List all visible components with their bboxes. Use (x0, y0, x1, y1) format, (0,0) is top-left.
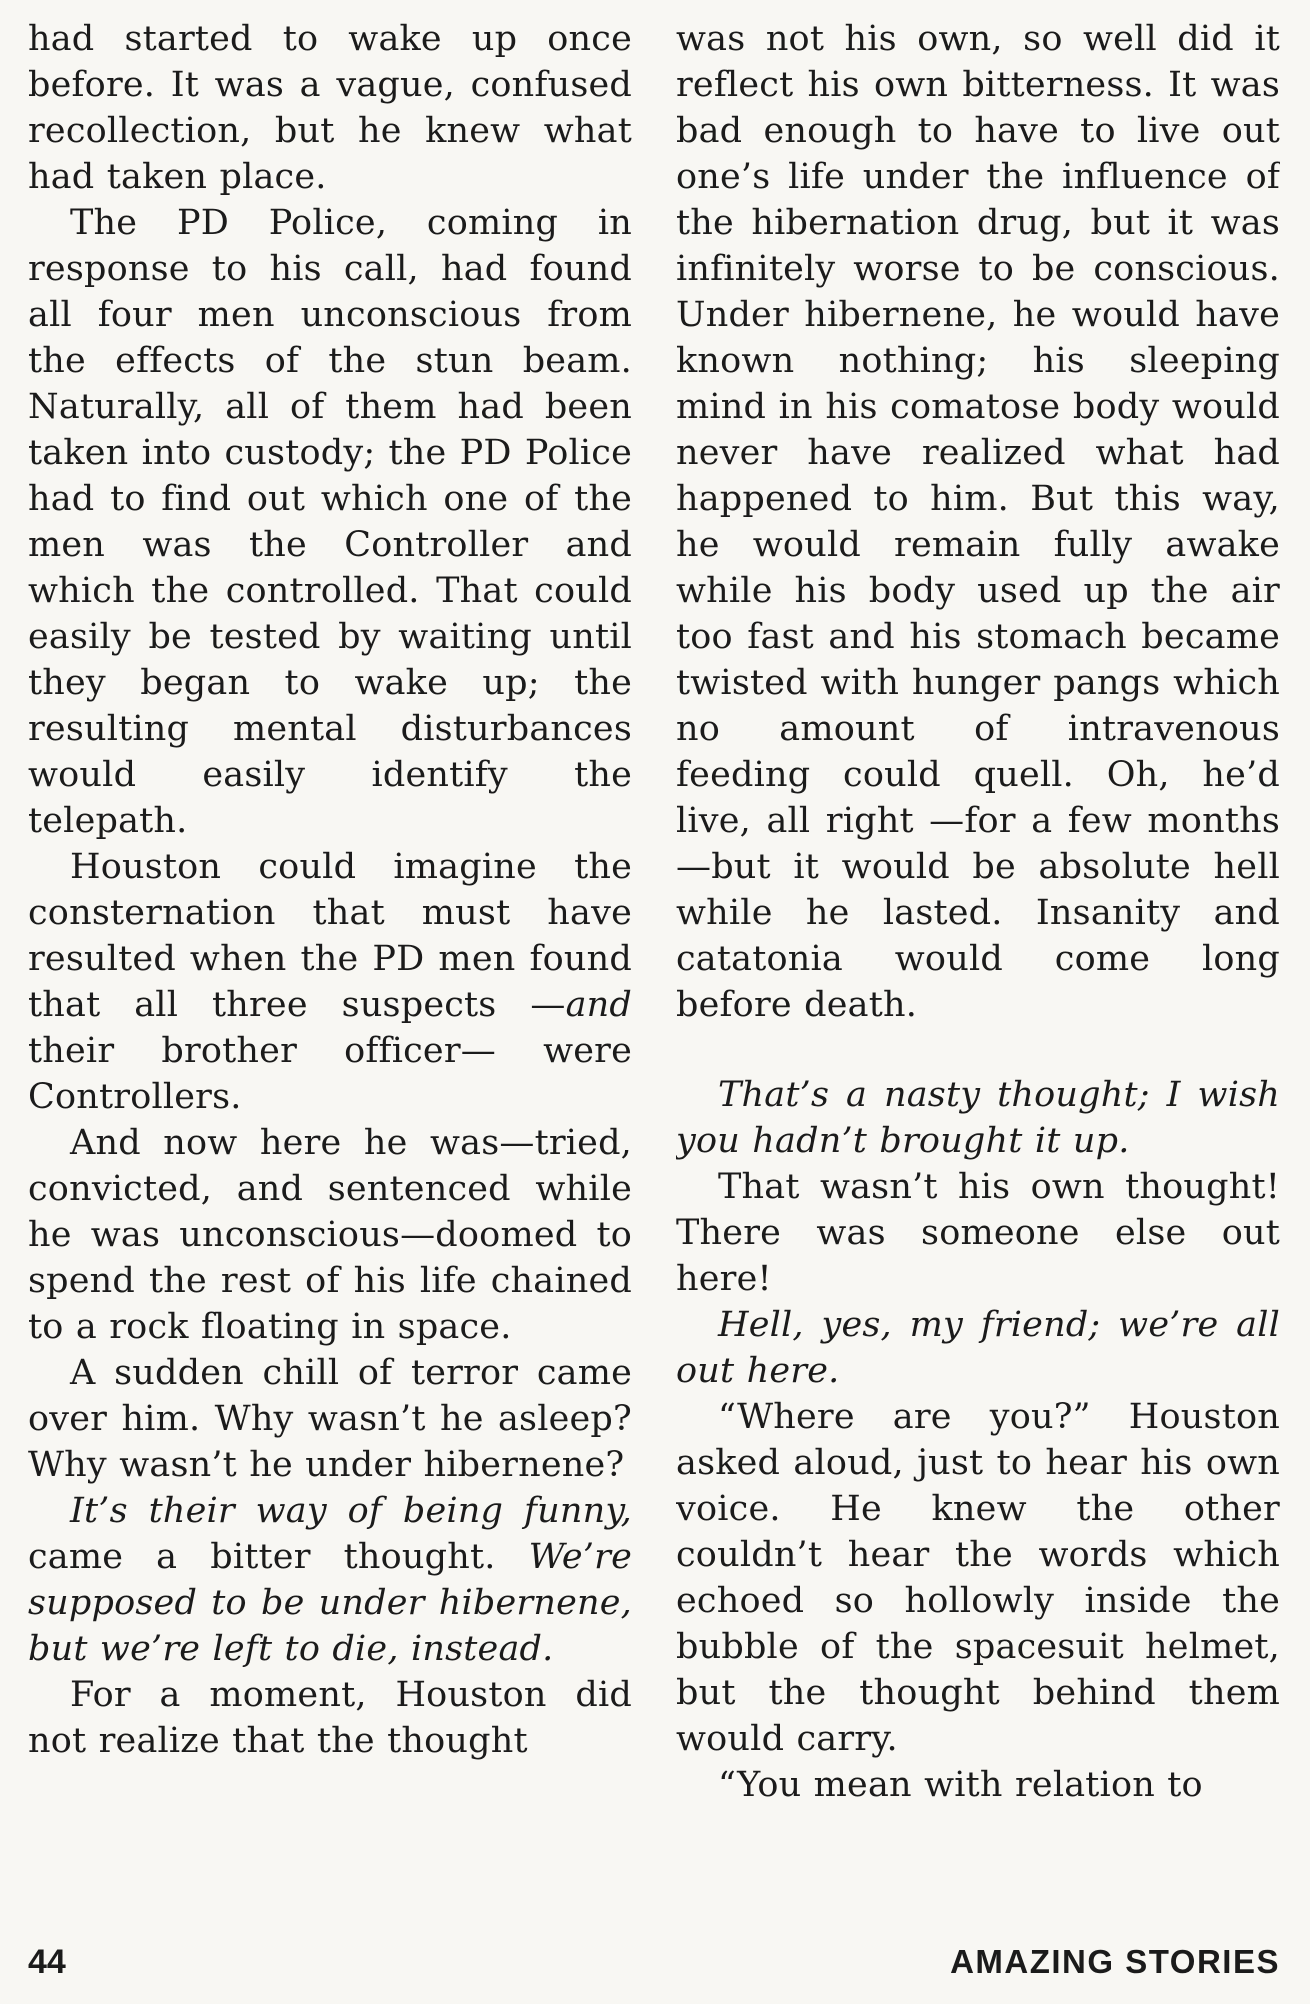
paragraph (676, 1302, 1280, 1394)
italic-text-run: It’s their way of being funny, (70, 1491, 632, 1531)
text-run: And now here he was—tried, convicted, and sentenced while he was unconscious—doomed to spend the rest of his life chained to a rock floating in space. (28, 1123, 632, 1347)
column-left (28, 16, 632, 1933)
text-columns (28, 16, 1280, 1933)
page-number: 44 (28, 1943, 66, 1981)
text-run: “Where are you?” Houston asked aloud, just to hear his own voice. He knew the other couldn’t hear the words which echoed so hollowly inside the bubble of the spacesuit helmet, but the thought behind them would carry. (676, 1397, 1280, 1759)
paragraph (28, 1350, 632, 1488)
paragraph (28, 1488, 632, 1672)
italic-text-run: Hell, yes, my friend; we’re all out here. (676, 1305, 1280, 1391)
magazine-title: AMAZING STORIES (950, 1943, 1280, 1980)
text-run: Houston could imagine the consternation that must have resulted when the PD men found that all three suspects — (28, 847, 632, 1025)
paragraph (28, 16, 632, 200)
paragraph (28, 200, 632, 844)
text-run: For a moment, Houston did not realize that the thought (28, 1675, 632, 1761)
text-run: their brother officer— were Controllers. (28, 1031, 632, 1117)
text-run: A sudden chill of terror came over him. Why wasn’t he asleep? Why wasn’t he under hibernene? (28, 1353, 632, 1485)
text-run: had started to wake up once before. It was a vague, confused recollection, but he knew what had taken place. (28, 19, 632, 197)
paragraph (676, 1394, 1280, 1762)
column-right (676, 16, 1280, 1933)
page-footer (28, 1933, 1280, 1982)
text-run: came a bitter thought. (28, 1537, 529, 1577)
italic-text-run: We’re supposed to be under hibernene, but we’re left to die, instead. (28, 1537, 632, 1669)
text-run: That wasn’t his own thought! There was someone else out here! (676, 1167, 1280, 1299)
text-run: The PD Police, coming in response to his call, had found all four men unconscious from the effects of the stun beam. Naturally, all of them had been taken into custody; the PD Police had to find out which one of the men was the Controller and which the controlled. That could easily be tested by waiting until they began to wake up; the resulting mental disturbances would easily identify the telepath. (28, 203, 632, 841)
text-run: was not his own, so well did it reflect his own bitterness. It was bad enough to have to live out one’s life under the influence of the hibernation drug, but it was infinitely worse to be conscious. Under hibernene, he would have known nothing; his sleeping mind in his comatose body would never have realized what had happened to him. But this way, he would remain fully awake while his body used up the air too fast and his stomach became twisted with hunger pangs which no amount of intravenous feeding could quell. Oh, he’d live, all right —for a few months—but it would be absolute hell while he lasted. Insanity and catatonia would come long before death. (676, 19, 1280, 1025)
italic-text-run: That’s a nasty thought; I wish you hadn’t brought it up. (676, 1075, 1280, 1161)
paragraph (28, 1672, 632, 1764)
paragraph (28, 844, 632, 1120)
paragraph (676, 1762, 1280, 1808)
paragraph (28, 1120, 632, 1350)
italic-text-run: and (565, 985, 632, 1025)
text-run: “You mean with relation to (718, 1765, 1203, 1805)
paragraph (676, 1164, 1280, 1302)
paragraph (676, 1072, 1280, 1164)
paragraph (676, 16, 1280, 1028)
